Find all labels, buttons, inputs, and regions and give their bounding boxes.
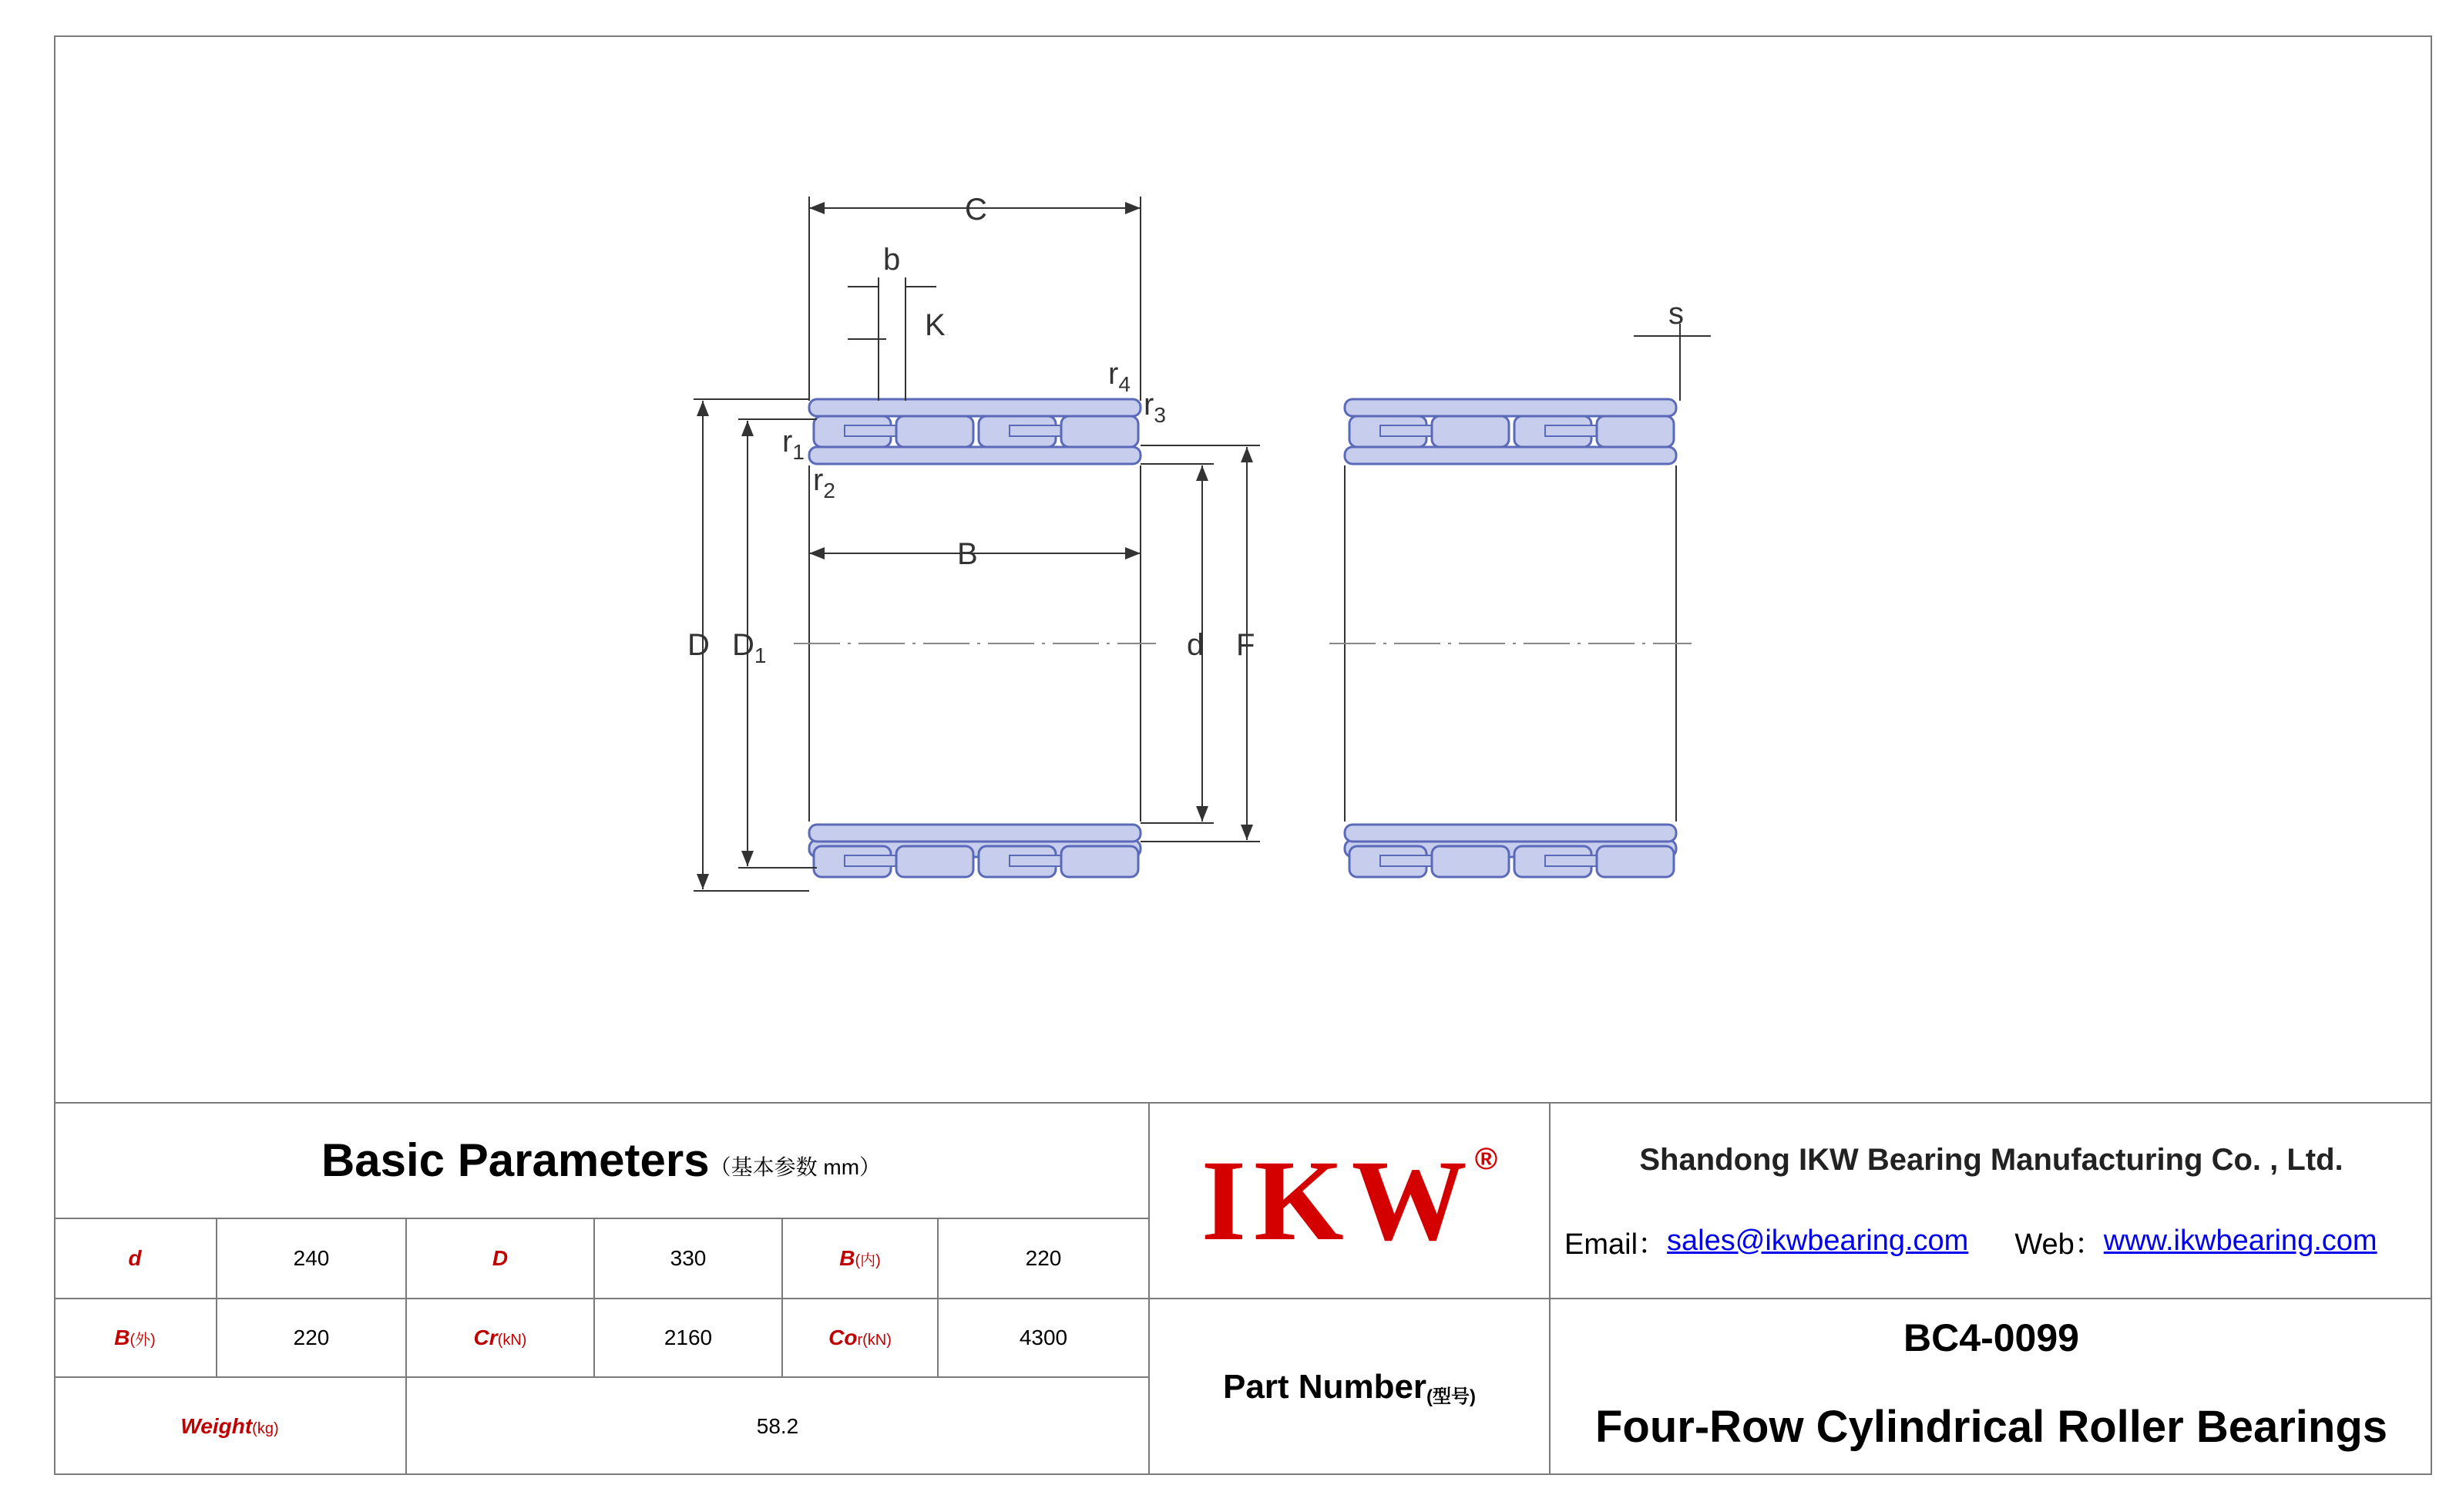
dim-C-label: C: [965, 193, 987, 227]
ikw-logo: [1150, 1104, 1549, 1298]
dim-r2-label: $r_2$: [813, 463, 835, 502]
param-label-B-outer: B(外): [114, 1326, 156, 1349]
dim-d-label: d: [1187, 628, 1205, 662]
dim-D-label: D: [687, 628, 710, 662]
params-title-text: Basic Parameters: [321, 1134, 710, 1186]
param-label-D: D: [492, 1246, 509, 1270]
company-contact: Email： sales@ikwbearing.com Web： www.ikwbearing.com: [1564, 1224, 2377, 1261]
parameter-table: [54, 1102, 2432, 1475]
dim-D1-label: $D_1$: [732, 628, 767, 667]
product-code: BC4-0099: [1903, 1316, 2079, 1359]
outer-ring-top: [1345, 399, 1676, 416]
inner-ring-top: [1345, 447, 1676, 464]
outer-ring-top: [809, 399, 1141, 416]
roller-bottom-4: [1597, 846, 1674, 877]
dim-s-label: s: [1668, 297, 1684, 331]
cage-bottom-1: [845, 855, 899, 866]
roller-bottom-2: [896, 846, 973, 877]
param-label-Cor: Cor(kN): [828, 1326, 892, 1349]
cage-top-3: [1545, 425, 1599, 436]
part-number-label: Part Number (型号): [1222, 1368, 1477, 1407]
param-value-weight: 58.2: [756, 1414, 799, 1438]
cage-bottom-1: [1380, 855, 1434, 866]
inner-ring-bottom: [1345, 825, 1676, 842]
logo-text: IKW: [1201, 1137, 1475, 1265]
roller-bottom-4: [1061, 846, 1138, 877]
roller-top-4: [1597, 416, 1674, 447]
roller-top-4: [1061, 416, 1138, 447]
bearing-section-view-right: [1329, 399, 1692, 877]
param-value-d: 240: [293, 1246, 330, 1270]
cage-bottom-3: [1010, 855, 1063, 866]
cage-bottom-3: [1545, 855, 1599, 866]
param-value-B-inner: 220: [1025, 1246, 1062, 1270]
dim-K-label: K: [925, 308, 946, 342]
param-label-Cr: Cr(kN): [473, 1326, 527, 1349]
param-label-d: d: [128, 1246, 142, 1270]
inner-ring-top: [809, 447, 1141, 464]
dim-r3-label: $r_3$: [1144, 388, 1166, 427]
company-name: Shandong IKW Bearing Manufacturing Co. , Ltd.: [1639, 1142, 2344, 1177]
roller-top-2: [896, 416, 973, 447]
cage-top-3: [1010, 425, 1063, 436]
inner-ring-bottom: [809, 825, 1141, 842]
cage-top-1: [1380, 425, 1434, 436]
roller-top-2: [1432, 416, 1509, 447]
registered-mark: ®: [1474, 1142, 1498, 1176]
param-value-D: 330: [670, 1246, 707, 1270]
param-value-Cor: 4300: [1019, 1326, 1068, 1349]
cage-top-1: [845, 425, 899, 436]
website-link[interactable]: www.ikwbearing.com: [2103, 1224, 2377, 1257]
dim-r4-label: $r_4$: [1108, 357, 1131, 396]
param-label-weight: Weight(kg): [180, 1414, 279, 1438]
param-value-Cr: 2160: [664, 1326, 713, 1349]
params-title: [54, 1102, 1148, 1218]
param-value-B-outer: 220: [293, 1326, 330, 1349]
dim-F-label: F: [1236, 628, 1255, 662]
bearing-section-view-left: [794, 399, 1156, 877]
dim-r1-label: $r_1$: [782, 425, 805, 464]
param-label-B-inner: B(内): [839, 1246, 881, 1270]
roller-bottom-2: [1432, 846, 1509, 877]
dim-B-label: B: [957, 537, 978, 571]
params-title-note: （基本参数 mm）: [709, 1155, 882, 1179]
product-type: Four-Row Cylindrical Roller Bearings: [1594, 1401, 2388, 1452]
dim-b-label: b: [883, 243, 901, 277]
email-link[interactable]: sales@ikwbearing.com: [1667, 1224, 1969, 1257]
